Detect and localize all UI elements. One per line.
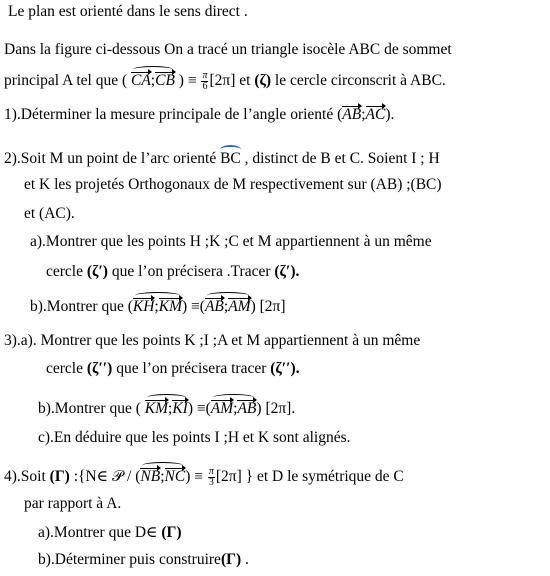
question-1: 1).Déterminer la mesure principale de l’angle orienté (AB;AC). (4, 106, 395, 123)
question-2a-line-2: cercle (ζ′) que l’on précisera .Tracer (ζ′). (46, 263, 300, 280)
question-3a-line-1: 3).a). Montrer que les points K ;I ;A et M appartiennent à un même (4, 332, 421, 349)
question-4-line-2: par rapport à A. (24, 495, 122, 512)
angle-ca-cb: CA;CB (131, 69, 175, 88)
question-4-line-1: 4).Soit (Γ) :{N∈ 𝒫 / (NB;NC) ≡ $\frac{\pi}{3}$ [2π] } et D le symétrique de C (4, 465, 404, 488)
question-3b: b).Montrer que ( KM;KI) ≡(AM;AB) [2π]. (38, 397, 295, 419)
fraction-pi-over-6: $\frac{\pi}{6}$ (202, 69, 208, 92)
question-2b: b).Montrer que (KH;KM) ≡(AB;AM) [2π] (30, 295, 286, 317)
statement-line-2: principal A tel que ( CA;CB ) ≡ $\frac{\pi}{6}$ [2π] et (ζ) le cercle circonscrit à ABC. (4, 69, 446, 92)
question-2-line-3: et (AC). (24, 205, 75, 222)
question-3a-line-2: cercle (ζ′′) que l’on précisera tracer (ζ′′). (46, 360, 300, 377)
fraction-pi-over-3: $\frac{\pi}{3}$ (208, 465, 214, 488)
question-2-line-2: et K les projetés Orthogonaux de M respectivement sur (AB) ;(BC) (24, 176, 442, 193)
question-4a: a).Montrer que D∈ (Γ) (38, 524, 182, 541)
question-3c: c).En déduire que les points I ;H et K sont alignés. (38, 429, 351, 446)
question-2a-line-1: a).Montrer que les points H ;K ;C et M appartiennent à un même (30, 233, 432, 250)
question-4b: b).Déterminer puis construire(Γ) . (38, 551, 249, 568)
question-2-line-1: 2).Soit M un point de l’arc orienté BC , distinct de B et C. Soient I ; H (4, 147, 440, 169)
intro-line: Le plan est orienté dans le sens direct . (8, 3, 248, 20)
statement-line-1: Dans la figure ci-dessous On a tracé un triangle isocèle ABC de sommet (4, 41, 452, 58)
arc-bc: BC (220, 147, 241, 169)
